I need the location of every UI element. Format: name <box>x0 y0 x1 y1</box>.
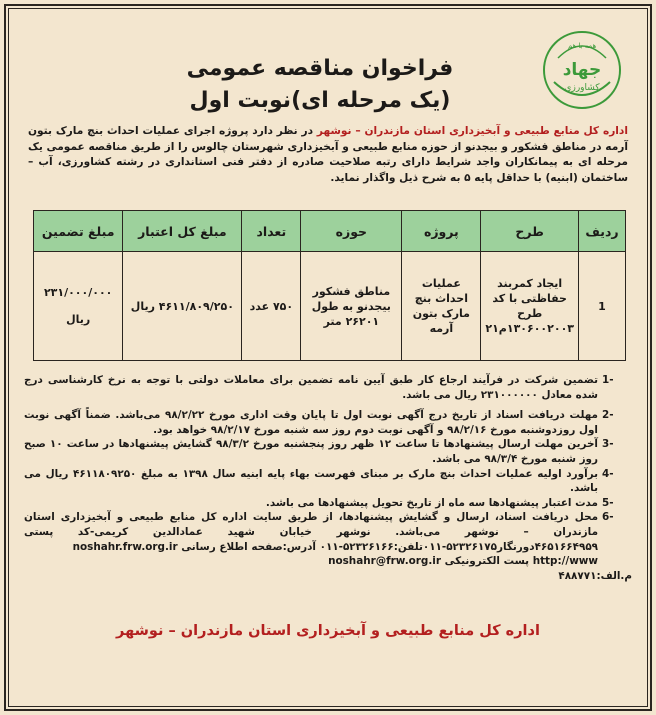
header-total-budget: مبلغ کل اعتبار <box>123 211 242 252</box>
list-item <box>24 467 632 496</box>
table-row <box>34 252 626 361</box>
cell-count: ۷۵۰ عدد <box>242 252 301 361</box>
header-count: تعداد <box>242 211 301 252</box>
guarantee-amount: ۲۳۱/۰۰۰/۰۰۰ <box>43 286 113 299</box>
item-text: تضمین شرکت در فرآیند ارجاع کار طبق آیین نامه تضمین برای معاملات دولتی با توجه به نرخ کارشناسی درج شده معادل ۲۳۱۰۰۰۰۰۰ ریال می باشد. <box>24 374 598 401</box>
jahad-keshavarzi-logo-icon <box>540 28 624 112</box>
item-number: -5 <box>602 496 614 509</box>
header-tarh: طرح <box>481 211 579 252</box>
list-item <box>24 496 632 511</box>
notice-title: فراخوان مناقصه عمومی <box>186 56 454 81</box>
cell-guarantee <box>34 252 123 361</box>
list-item <box>24 373 632 402</box>
list-item <box>24 408 632 437</box>
logo-sub-text: کشاورزی <box>564 83 600 93</box>
cell-total-budget: ۴۶۱۱/۸۰۹/۲۵۰ ریال <box>123 252 242 361</box>
footer-organization: اداره کل منابع طبیعی و آبخیزداری استان مازندران – نوشهر <box>116 623 540 639</box>
intro-organization: اداره کل منابع طبیعی و آبخیزداری استان مازندران – نوشهر <box>316 125 628 137</box>
item-number: -2 <box>602 409 614 422</box>
item-text: مهلت دریافت اسناد از تاریخ درج آگهی نوبت اول تا پایان وقت اداری مورخ ۹۸/۲/۲۲ می‌باشد. ضمناً آگهی نوبت اول روزدوشنبه مورخ ۹۸/۲/۱۶ و آگهی نوبت دوم روز سه شنبه مورخ ۹۸/۲/۱۷ خواهد بود. <box>24 409 598 436</box>
intro-text: در نظر دارد پروژه اجرای عملیات احداث بنچ مارک بتون آرمه در مناطق فشکور و بیجدنو از حوزه منابع طبیعی و آبخیزداری شهرستان چالوس را از طریق مناقصه عمومی یک مرحله ای به پیمانکاران واجد شرایط دارای رتبه صلاحیت صادره از دفتر فنی استانداری در رشته کشاورزی، آب – ساختمان (ابنیه) با حداقل پایه ۵ به شرح ذیل واگذار نماید. <box>28 125 628 184</box>
item-number: -1 <box>602 374 614 386</box>
item-text: برآورد اولیه عملیات احداث بنچ مارک بر مبنای فهرست بهاء پایه ابنیه سال ۱۳۹۸ به مبلغ ۴۶۱۱۸۰۹۲۵۰ ریال می باشد. <box>24 467 598 495</box>
header-area: حوزه <box>301 211 402 252</box>
tender-table <box>33 210 626 361</box>
cell-project: عملیات احداث بنچ مارک بتون آرمه <box>402 252 481 361</box>
header-guarantee: مبلغ تضمین <box>34 211 123 252</box>
item-number: -4 <box>602 467 614 480</box>
notice-subtitle: (یک مرحله ای)نوبت اول <box>189 88 451 113</box>
item-number: -6 <box>602 511 614 524</box>
item-text: محل دریافت اسناد، ارسال و گشایش پیشنهادها، از طریق سایت اداره کل منابع طبیعی و آبخیزداری استان مازندران – نوشهر می‌باشد. نوشهر خیابان شهید عمادالدین کریمی-کد پستی ۴۶۵۱۶۶۴۹۵۹دورنگار۵۲۳۲۶۱۷۵-۰۱۱تلفن:۵۲۳۲۶۱۶۶-۰۱۱ آدرس:صفحه اطلاع رسانی noshahr.frw.org.ir <box>24 511 598 553</box>
header-project: پروژه <box>402 211 481 252</box>
table-header-row <box>34 211 626 252</box>
item-text: مدت اعتبار پیشنهادها سه ماه از تاریخ تحویل پیشنهادها می باشد. <box>265 496 598 509</box>
header-radif: ردیف <box>579 211 626 252</box>
list-item <box>24 510 632 554</box>
guarantee-unit: ریال <box>66 313 91 326</box>
cell-area: مناطق فشکور بیجدنو به طول ۲۶۲۰۱ متر <box>301 252 402 361</box>
ad-code: م.الف:۴۸۸۷۷۱ <box>558 569 632 582</box>
intro-paragraph <box>28 124 628 186</box>
list-item <box>24 437 632 466</box>
item-number: -3 <box>602 438 614 451</box>
logo-main-text: جهاد <box>562 60 602 80</box>
item-text: آخرین مهلت ارسال پیشنهادها تا ساعت ۱۲ ظهر روز پنجشنبه مورخ ۹۸/۳/۲ گشایش پیشنهادها در ساعت ۱۰ صبح روز شنبه مورخ ۹۸/۳/۴ می باشد. <box>24 438 598 465</box>
cell-radif: 1 <box>579 252 626 361</box>
contact-email-line: http://www پست الکترونیکی noshahr@frw.org.ir <box>328 555 598 568</box>
conditions-list <box>24 373 632 583</box>
cell-tarh: ایجاد کمربند حفاظتی با کد طرح ۱۳۰۶۰۰۲۰۰۳م۲۱ <box>481 252 579 361</box>
logo-top-text: همه با هم <box>567 42 597 50</box>
